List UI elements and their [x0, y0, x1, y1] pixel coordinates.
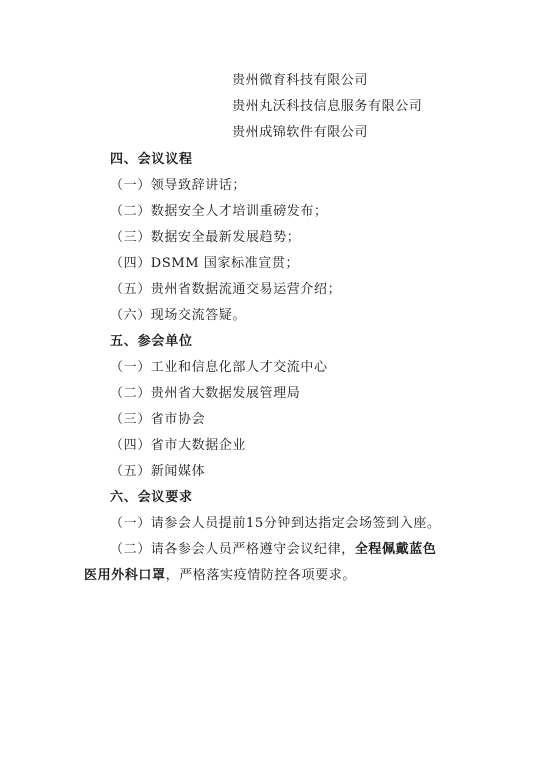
organizer-line: 贵州成锦软件有限公司 [232, 125, 369, 140]
agenda-item: （二）数据安全人才培训重磅发布； [110, 204, 328, 219]
requirement-emphasis: 医用外科口罩 [84, 568, 166, 583]
agenda-item: （五）贵州省数据流通交易运营介绍； [110, 282, 342, 297]
requirement-item: （一）请参会人员提前15分钟到达指定会场签到入座。 [110, 516, 441, 531]
section-heading-participants: 五、参会单位 [110, 334, 193, 349]
participant-item: （四）省市大数据企业 [110, 438, 247, 453]
participant-item: （一）工业和信息化部人才交流中心 [110, 360, 328, 375]
organizer-line: 贵州丸沃科技信息服务有限公司 [232, 99, 423, 114]
requirement-item [110, 541, 436, 559]
participant-item: （五）新闻媒体 [110, 464, 206, 479]
requirement-emphasis: 全程佩戴蓝色 [354, 542, 437, 557]
section-heading-agenda: 四、会议议程 [110, 152, 193, 167]
agenda-item: （六）现场交流答疑。 [110, 308, 247, 323]
requirement-text: （二）请各参会人员严格遵守会议纪律， [110, 542, 355, 557]
agenda-item: （一）领导致辞讲话； [110, 178, 247, 193]
section-heading-requirements: 六、会议要求 [110, 490, 193, 505]
participant-item: （三）省市协会 [110, 412, 206, 427]
requirement-text: ，严格落实疫情防控各项要求。 [165, 568, 357, 583]
participant-item: （二）贵州省大数据发展管理局 [110, 386, 301, 401]
agenda-item: （三）数据安全最新发展趋势； [110, 230, 301, 245]
requirement-continuation [84, 567, 356, 585]
agenda-item: （四）DSMM 国家标准宣贯； [110, 256, 300, 271]
organizer-line: 贵州微育科技有限公司 [232, 73, 369, 88]
